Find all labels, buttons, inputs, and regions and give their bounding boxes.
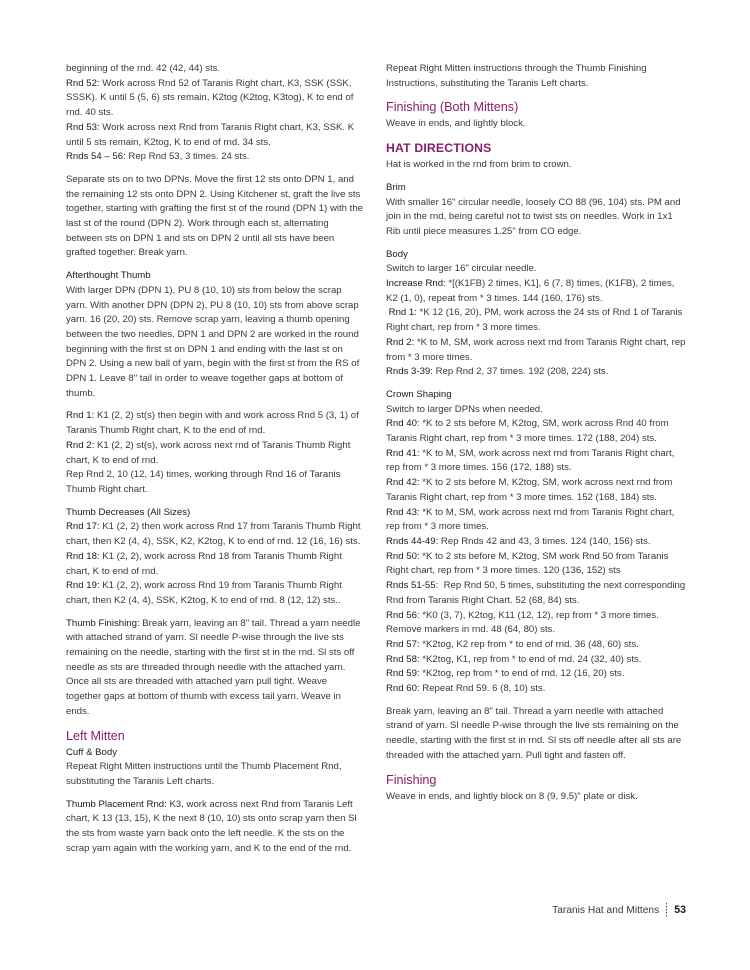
- rnd-58-instruction: Rnd 58: *K2tog, K1, rep from * to end of rnd. 24 (32, 40) sts.: [386, 653, 642, 665]
- footer-divider: [666, 903, 667, 917]
- rnd-19-instruction: Rnd 19: K1 (2, 2), work across Rnd 19 from Taranis Thumb Right chart, then K2 (4, 4), SSK, K2tog, K to end of rnd. 8 (12, 12) sts..: [66, 580, 342, 606]
- rnd-56-instruction: Rnd 56: *K0 (3, 7), K2tog, K11 (12, 12), rep from * 3 more times. Remove markers in rnd. 48 (64, 80) sts.: [386, 609, 659, 636]
- rnds-51-55-instruction: Rnds 51-55: Rep Rnd 50, 5 times, substituting the next corresponding Rnd from Taranis Right Chart. 52 (68, 84) sts.: [386, 580, 688, 606]
- rnd-43-instruction: Rnd 43: *K to M, SM, work across next rnd from Taranis Right chart, rep from * 3 more times.: [386, 506, 675, 533]
- hat-rnd-2-instruction: Rnd 2: *K to M, SM, work across next rnd from Taranis Right chart, rep from * 3 more times.: [386, 336, 686, 363]
- rnd-60-instruction: Rnd 60: Repeat Rnd 59. 6 (8, 10) sts.: [386, 683, 546, 695]
- text-line: Switch to larger DPNs when needed.: [386, 403, 543, 415]
- rnd-41-instruction: Rnd 41: *K to M, SM, work across next rnd from Taranis Right chart, rep from * 3 more times. 156 (172, 188) sts.: [386, 447, 675, 474]
- finishing-both-mittens-text: Weave in ends, and lightly block.: [386, 118, 526, 130]
- rnd-53-instruction: Rnd 53: Work across next Rnd from Taranis Right chart, K3, SSK. K until 5 sts remain, K2tog, K to end of rnd. 34 sts.: [66, 121, 355, 148]
- crown-shaping-heading: Crown Shaping: [386, 388, 452, 400]
- rnds-44-49-instruction: Rnds 44-49: Rep Rnds 42 and 43, 3 times. 124 (140, 156) sts.: [386, 535, 651, 547]
- rnd-list-c: [66, 520, 364, 608]
- footer-title: Taranis Hat and Mittens: [552, 904, 660, 916]
- body-rnd-list: [386, 262, 686, 380]
- hat-rnds-3-39-instruction: Rnds 3-39: Rep Rnd 2, 37 times. 192 (208, 224) sts.: [386, 366, 609, 378]
- page-footer: [552, 903, 686, 917]
- rnd-18-instruction: Rnd 18: K1 (2, 2), work across Rnd 18 from Taranis Thumb Right chart, K to end of rnd.: [66, 550, 342, 577]
- rnd-57-instruction: Rnd 57: *K2tog, K2 rep from * to end of rnd. 36 (48, 60) sts.: [386, 638, 639, 650]
- thumb-decreases-heading: Thumb Decreases (All Sizes): [66, 506, 191, 518]
- rnd-52-instruction: Rnd 52: Work across Rnd 52 of Taranis Right chart, K3, SSK (SSK, SSSK). K until 5 (5, 6) sts remain, K2tog (K2tog, K3tog), K to end of rnd. 40 sts.: [66, 77, 354, 119]
- rnd-50-instruction: Rnd 50: *K to 2 sts before M, K2tog, SM work Rnd 50 from Taranis Right chart, rep from * 3 more times. 120 (136, 152) sts: [386, 550, 669, 577]
- cuff-body-text: Repeat Right Mitten instructions until the Thumb Placement Rnd, substituting the Taranis Left charts.: [66, 761, 342, 787]
- rnd-list-b: [66, 409, 364, 497]
- left-column: [66, 62, 364, 864]
- rnds-54-56-instruction: Rnds 54 – 56: Rep Rnd 53, 3 times. 24 sts.: [66, 151, 250, 163]
- page-number: 53: [674, 904, 686, 916]
- afterthought-thumb-heading: Afterthought Thumb: [66, 270, 151, 282]
- thumb-finishing-paragraph: Thumb Finishing: Break yarn, leaving an 8" tail. Thread a yarn needle with attached strand of yarn. Sl needle P-wise through the live sts remaining on the needle, starting with the first st in the rnd. Sl sts off needle as sts are threaded through needle with the attached yarn. Once all sts are threaded with attached yarn pull tight. Weave together gaps at bottom of thumb with excess tail yarn. Weave in ends.: [66, 617, 361, 717]
- brim-text: With smaller 16" circular needle, loosely CO 88 (96, 104) sts. PM and join in the rnd, being careful not to twist sts on needles. Work in 1x1 Rib until piece measures 1.25" from CO edge.: [386, 196, 681, 237]
- rnd-2-instruction: Rnd 2: K1 (2, 2) st(s), work across next rnd of Taranis Thumb Right chart, K to end of rnd.: [66, 439, 351, 466]
- text-line: beginning of the rnd. 42 (42, 44) sts.: [66, 63, 221, 74]
- finishing-both-mittens-heading: Finishing (Both Mittens): [386, 100, 519, 115]
- text-line: Rep Rnd 2, 10 (12, 14) times, working through Rnd 16 of Taranis Thumb Right chart.: [66, 469, 341, 495]
- grafting-paragraph: Separate sts on to two DPNs. Move the first 12 sts onto DPN 1, and the remaining 12 sts onto DPN 2. Using Kitchener st, graft the live sts together, starting with grafting the first st of the round (DPN 1) with the last st of the round (DPN 2). Work through each st, alternating between sts on DPN 1 and sts on DPN 2 until all sts have been grafted together. Break yarn.: [66, 173, 364, 259]
- rnd-40-instruction: Rnd 40: *K to 2 sts before M, K2tog, SM, work across Rnd 40 from Taranis Right chart, rep from * 3 more times. 172 (188, 204) sts.: [386, 418, 669, 445]
- break-yarn-paragraph: Break yarn, leaving an 8" tail. Thread a yarn needle with attached strand of yarn. Sl needle P-wise through the live sts remaining on the needle, starting with the first st in rnd. Sl sts off needle after all sts are threaded with the attached yarn. Pull tight and fasten off.: [386, 705, 682, 761]
- brim-heading: Brim: [386, 181, 406, 193]
- rnd-17-instruction: Rnd 17: K1 (2, 2) then work across Rnd 17 from Taranis Thumb Right chart, then K2 (4, 4), SSK, K2, K2tog, K to end of rnd. 12 (16, 16) sts.: [66, 521, 361, 548]
- right-column: [386, 62, 686, 812]
- finishing-heading: Finishing: [386, 772, 437, 787]
- left-mitten-heading: Left Mitten: [66, 728, 125, 743]
- hat-rnd-1-instruction: Rnd 1: *K 12 (16, 20), PM, work across the 24 sts of Rnd 1 of Taranis Right chart, rep from * 3 more times.: [386, 307, 683, 334]
- finishing-text: Weave in ends, and lightly block on 8 (9, 9.5)" plate or disk.: [386, 790, 638, 802]
- rnd-59-instruction: Rnd 59: *K2tog, rep from * to end of rnd. 12 (16, 20) sts.: [386, 668, 625, 680]
- crown-rnd-list: [386, 403, 686, 697]
- rnd-42-instruction: Rnd 42: *K to 2 sts before M, K2tog, SM, work across next rnd from Taranis Right chart, rep from * 3 more times. 152 (168, 184) sts.: [386, 477, 673, 503]
- text-line: Switch to larger 16" circular needle.: [386, 263, 537, 275]
- hat-intro-text: Hat is worked in the rnd from brim to crown.: [386, 159, 572, 171]
- hat-directions-heading: HAT DIRECTIONS: [386, 141, 492, 156]
- increase-rnd-instruction: Increase Rnd: *[(K1FB) 2 times, K1], 6 (7, 8) times, (K1FB), 2 times, K2 (1, 0), repeat from * 3 times. 144 (160, 176) sts.: [386, 278, 675, 304]
- body-heading: Body: [386, 248, 408, 260]
- cuff-body-heading: Cuff & Body: [66, 746, 118, 758]
- repeat-instructions-paragraph: Repeat Right Mitten instructions through the Thumb Finishing Instructions, substituting the Taranis Left charts.: [386, 63, 647, 89]
- rnd-1-instruction: Rnd 1: K1 (2, 2) st(s) then begin with and work across Rnd 5 (3, 1) of Taranis Thumb Right chart, K to the end of rnd.: [66, 410, 359, 437]
- thumb-placement-paragraph: Thumb Placement Rnd: K3, work across next Rnd from Taranis Left chart, K 13 (13, 15), K the next 8 (10, 10) sts onto scrap yarn then Sl the sts from waste yarn back onto the left needle. K the sts on the scrap yarn again with the working yarn, and K to the end of the rnd.: [66, 798, 357, 854]
- rnd-list-a: [66, 62, 364, 165]
- afterthought-thumb-text: With larger DPN (DPN 1), PU 8 (10, 10) sts from below the scrap yarn. With another DPN (DPN 2), PU 8 (10, 10) sts from above scrap yarn. 16 (20, 20) sts. Remove scrap yarn, leaving a thumb opening between the two needles. DPN 1 and DPN 2 are worked in the round beginning with the first st on DPN 1 and ending with the last st on DPN 2. Using a new ball of yarn, begin with the first st from the RS of DPN 1. Leave 8" tail in order to weave together gaps at bottom of thumb.: [66, 284, 360, 399]
